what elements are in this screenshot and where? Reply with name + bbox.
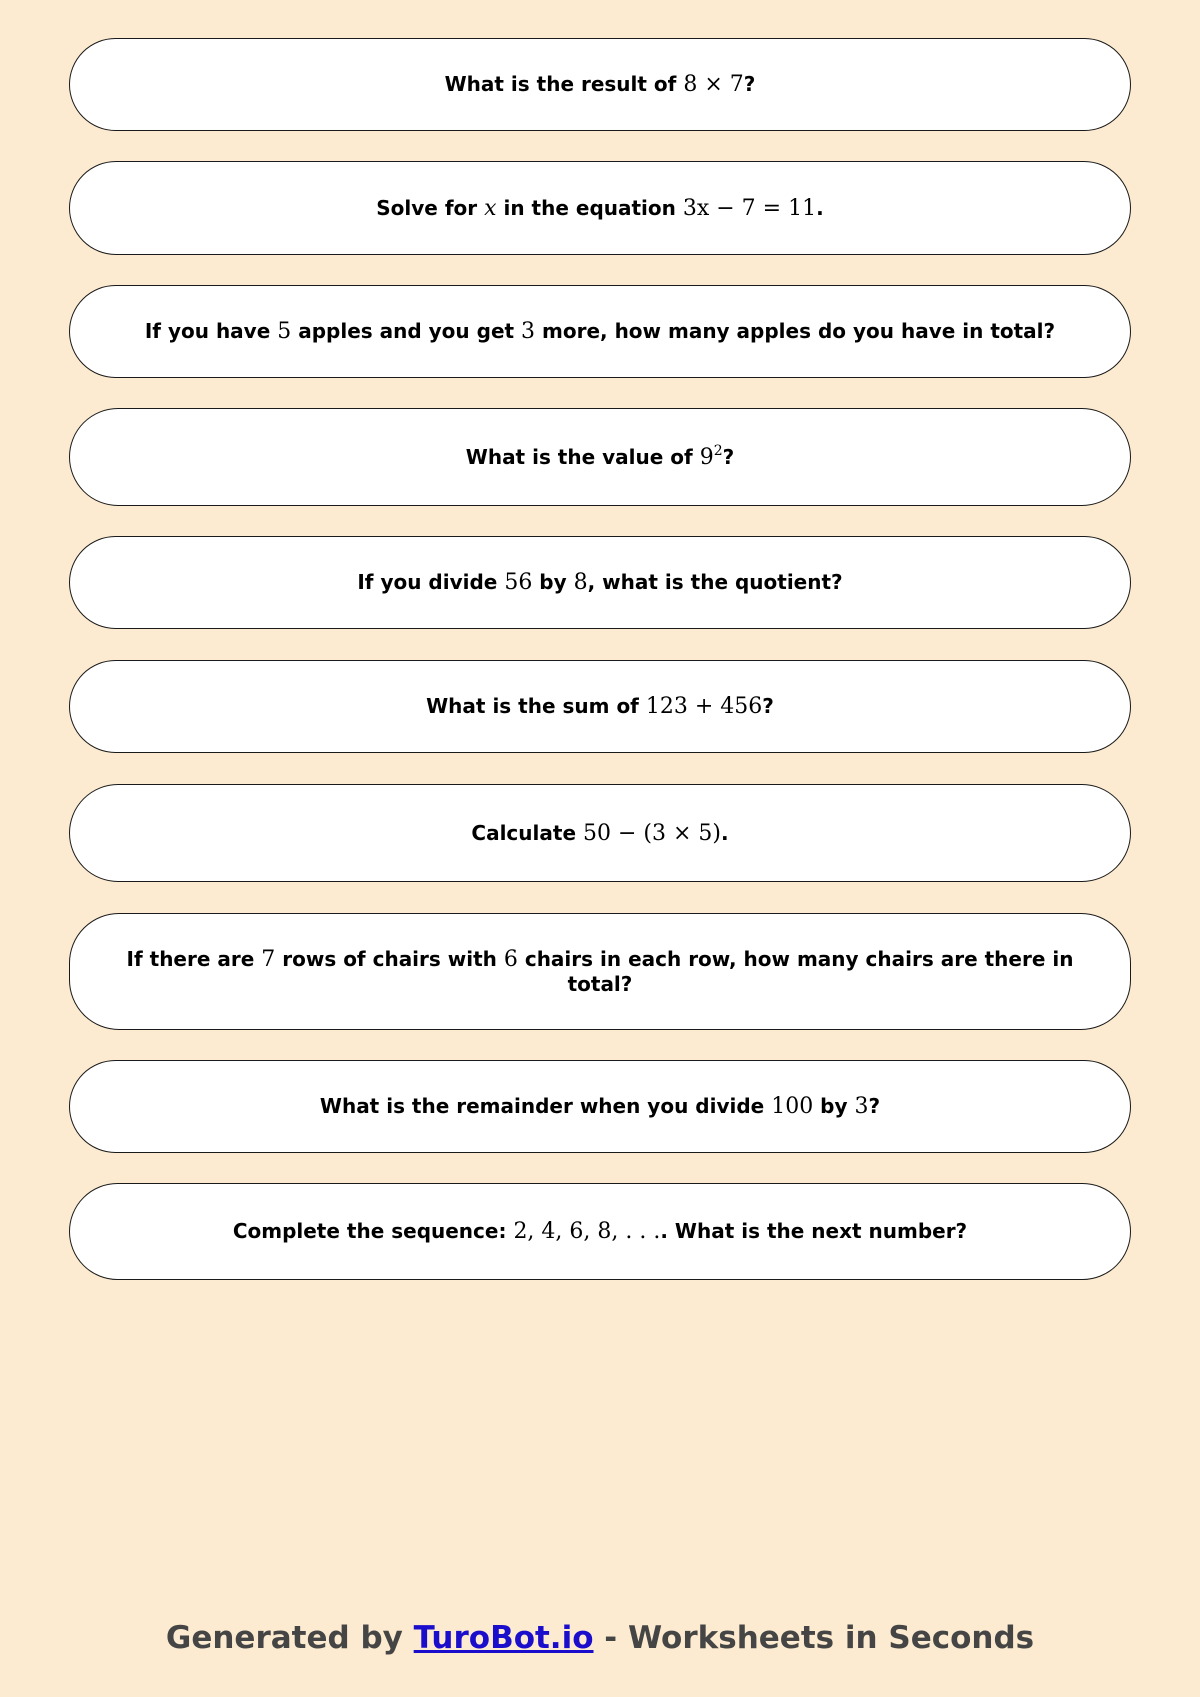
question-card-7: [69, 784, 1131, 882]
question-text: What is the value of $9^2$?: [465, 442, 735, 470]
question-card-4: [69, 408, 1131, 506]
question-text: If you have 5 apples and you get 3 more, how many apples do you have in total?: [144, 319, 1056, 344]
question-card-5: [69, 536, 1131, 629]
question-text: What is the remainder when you divide 100 by 3?: [319, 1094, 881, 1119]
question-text: What is the result of 8 × 7?: [444, 72, 756, 97]
question-card-9: [69, 1060, 1131, 1153]
question-text: If you divide 56 by 8, what is the quotient?: [357, 570, 843, 595]
exponent: 2: [713, 442, 723, 459]
turobot-link[interactable]: TuroBot.io: [413, 1620, 594, 1656]
question-card-1: [69, 38, 1131, 131]
question-text: If there are 7 rows of chairs with 6 chairs in each row, how many chairs are there in total?: [126, 947, 1074, 996]
question-text: Calculate 50 − (3 × 5).: [471, 820, 729, 846]
question-text: What is the sum of 123 + 456?: [426, 694, 774, 719]
question-card-3: [69, 285, 1131, 378]
question-card-6: [69, 660, 1131, 753]
question-card-10: [69, 1183, 1131, 1280]
question-card-2: [69, 161, 1131, 255]
question-card-8: [69, 913, 1131, 1030]
question-text: Complete the sequence: 2, 4, 6, 8, . . .. What is the next number?: [232, 1219, 968, 1244]
footer-prefix: Generated by: [165, 1620, 414, 1656]
footer-suffix: - Worksheets in Seconds: [593, 1620, 1035, 1656]
footer-credit: [0, 1618, 1200, 1658]
question-text: Solve for x in the equation 3x − 7 = 11.: [376, 195, 824, 221]
